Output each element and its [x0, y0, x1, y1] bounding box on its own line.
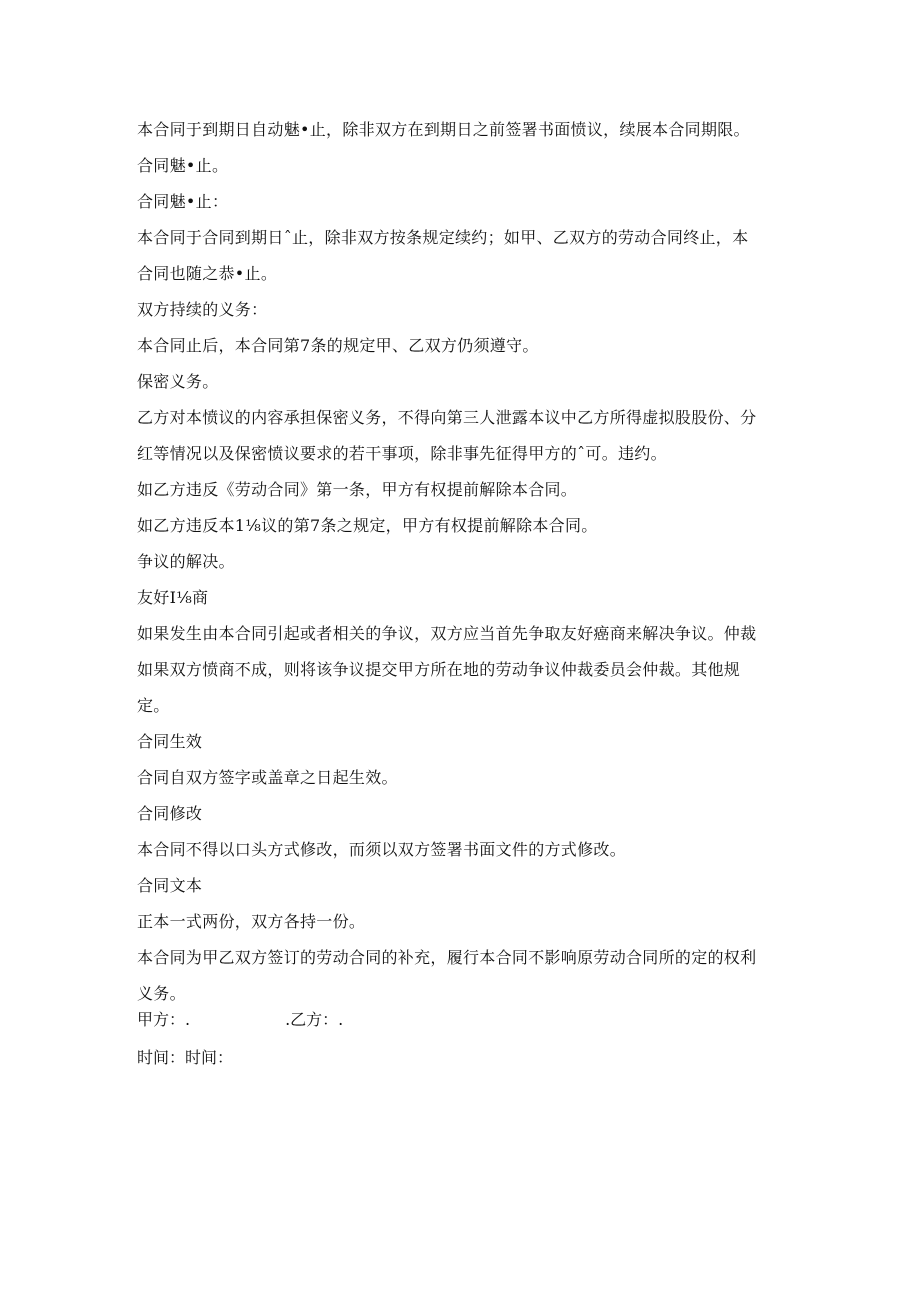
signature-line [137, 1006, 787, 1034]
text-line: 如果双方愤商不成，则将该争议提交甲方所在地的劳动争议仲裁委员会仲裁。其他规 [137, 660, 741, 679]
text-line: 友好I⅛商 [137, 588, 209, 607]
document-body [137, 112, 787, 1076]
text-line: 合同文本 [137, 876, 203, 895]
text-line: 合同修改 [137, 804, 203, 823]
text-line: 本合同为甲乙双方签订的劳动合同的补充，履行本合同不影响原劳动合同所的定的权利 [137, 948, 757, 967]
text-line: 本合同止后，本合同第7条的规定甲、乙双方仍须遵守。 [137, 336, 539, 355]
text-line: 争议的解决。 [137, 552, 235, 571]
text-line: 合同自双方签字或盖章之日起生效。 [137, 768, 398, 787]
party-a-label: 甲方：. [137, 1010, 191, 1029]
text-line: 合同魅•止： [137, 192, 229, 211]
party-b-label: .乙方：. [285, 1010, 344, 1029]
text-line: 本合同不得以口头方式修改，而须以双方签署书面文件的方式修改。 [137, 840, 627, 859]
text-line: 合同生效 [137, 732, 203, 751]
text-line: 定。 [137, 696, 170, 715]
text-line: 义务。 [137, 984, 186, 1003]
text-line: 乙方对本愤议的内容承担保密义务，不得向第三人泄露本议中乙方所得虚拟股股份、分 [137, 408, 757, 427]
text-line: 红等情况以及保密愤议要求的若干事项，除非事先征得甲方的ˆ可。违约。 [137, 444, 667, 463]
contract-text [137, 112, 787, 1012]
text-line: 本合同于到期日自动魅•止，除非双方在到期日之前签署书面愤议，续展本合同期限。 [137, 120, 750, 139]
text-line: 本合同于合同到期日ˆ止，除非双方按条规定续约；如甲、乙双方的劳动合同终止，本 [137, 228, 749, 247]
text-line: 如乙方违反本1⅛议的第7条之规定，甲方有权提前解除本合同。 [137, 516, 598, 535]
text-line: 保密义务。 [137, 372, 219, 391]
text-line: 如乙方违反《劳动合同》第一条，甲方有权提前解除本合同。 [137, 480, 578, 499]
text-line: 合同也随之恭•止。 [137, 264, 278, 283]
text-line: 合同魅•止。 [137, 156, 229, 175]
text-line: 正本一式两份，双方各持一份。 [137, 912, 366, 931]
text-line: 如果发生由本合同引起或者相关的争议，双方应当首先争取友好癌商来解决争议。仲裁 [137, 624, 757, 643]
time-line: 时间：时间： [137, 1048, 234, 1067]
text-line: 双方持续的义务： [137, 300, 268, 319]
